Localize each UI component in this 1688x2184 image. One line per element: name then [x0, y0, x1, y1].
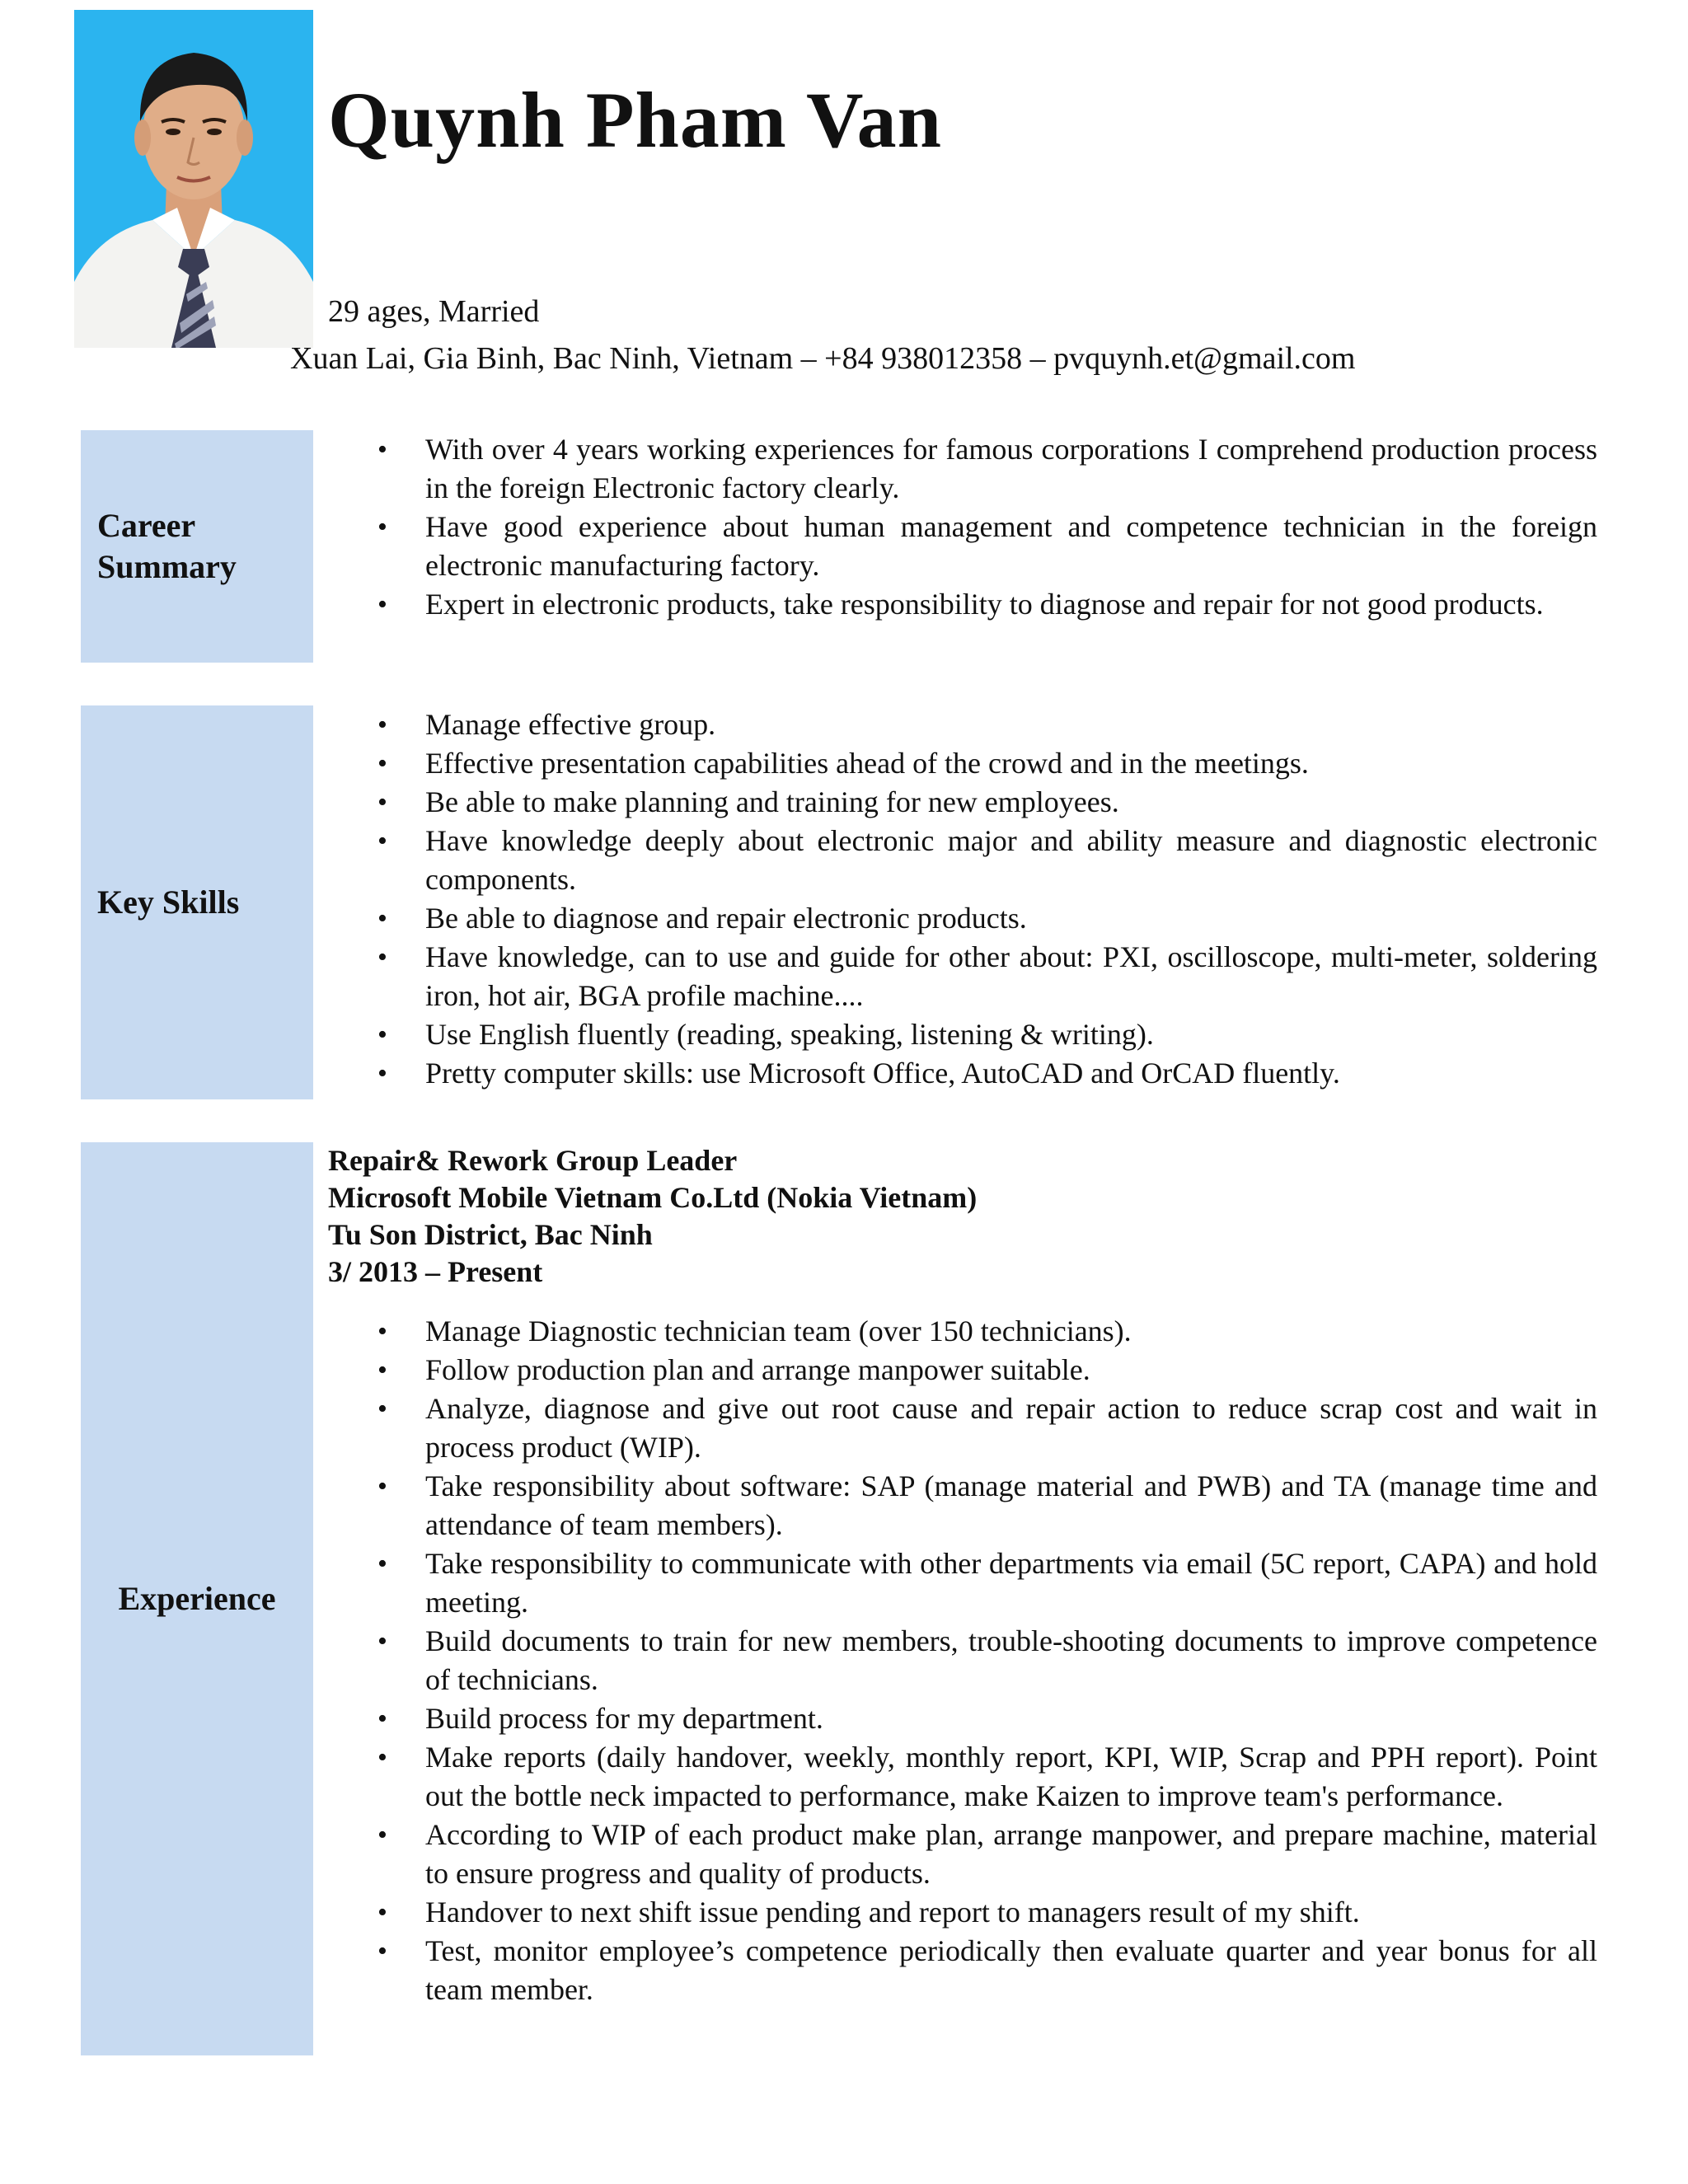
experience-label-text: Experience — [118, 1580, 276, 1617]
key-skills-content — [328, 705, 1597, 1093]
list-item: • Have knowledge, can to use and guide for other about: PXI, oscilloscope, multi-meter, soldering iron, hot air, BGA profile machine.... — [328, 938, 1597, 1015]
candidate-name: Quynh Pham Van — [328, 76, 943, 164]
career-summary-label — [81, 430, 313, 663]
list-item: • Analyze, diagnose and give out root cause and repair action to reduce scrap cost and wait in process product (WIP). — [328, 1390, 1597, 1467]
career-summary-label-text: Career Summary — [97, 507, 237, 585]
key-skills-label-text: Key Skills — [97, 883, 240, 921]
list-item: • Use English fluently (reading, speaking, listening & writing). — [328, 1015, 1597, 1054]
job-location: Tu Son District, Bac Ninh — [328, 1218, 653, 1251]
list-item: • Make reports (daily handover, weekly, monthly report, KPI, WIP, Scrap and PPH report). Point out the bottle neck impacted to performance, make Kaizen to improve team's performance. — [328, 1738, 1597, 1816]
list-item: • Be able to make planning and training for new employees. — [328, 783, 1597, 822]
list-item: • Effective presentation capabilities ahead of the crowd and in the meetings. — [328, 744, 1597, 783]
list-item: • Manage effective group. — [328, 705, 1597, 744]
person-portrait-icon — [74, 10, 313, 348]
key-skills-label — [81, 705, 313, 1099]
list-item: • Follow production plan and arrange manpower suitable. — [328, 1351, 1597, 1390]
job-period: 3/ 2013 – Present — [328, 1255, 543, 1288]
company-name: Microsoft Mobile Vietnam Co.Ltd (Nokia Vietnam) — [328, 1181, 978, 1214]
career-summary-list — [328, 430, 1597, 624]
experience-label — [81, 1142, 313, 2055]
list-item: • Have knowledge deeply about electronic major and ability measure and diagnostic electronic components. — [328, 822, 1597, 899]
age-marital-status: 29 ages, Married — [328, 294, 540, 329]
experience-list — [328, 1312, 1597, 2009]
list-item: • Manage Diagnostic technician team (over 150 technicians). — [328, 1312, 1597, 1351]
list-item: • According to WIP of each product make plan, arrange manpower, and prepare machine, material to ensure progress and quality of products. — [328, 1816, 1597, 1893]
list-item: • Have good experience about human management and competence technician in the foreign electronic manufacturing factory. — [328, 508, 1597, 585]
list-item: • Take responsibility about software: SAP (manage material and PWB) and TA (manage time and attendance of team members). — [328, 1467, 1597, 1544]
list-item: • Pretty computer skills: use Microsoft Office, AutoCAD and OrCAD fluently. — [328, 1054, 1597, 1093]
job-position: Repair& Rework Group Leader — [328, 1144, 738, 1177]
contact-info: Xuan Lai, Gia Binh, Bac Ninh, Vietnam – +84 938012358 – pvquynh.et@gmail.com — [290, 341, 1356, 376]
career-summary-content — [328, 430, 1597, 624]
experience-content — [328, 1142, 1597, 2009]
list-item: • Build process for my department. — [328, 1699, 1597, 1738]
list-item: • Handover to next shift issue pending and report to managers result of my shift. — [328, 1893, 1597, 1932]
list-item: • Be able to diagnose and repair electronic products. — [328, 899, 1597, 938]
list-item: • Test, monitor employee’s competence periodically then evaluate quarter and year bonus for all team member. — [328, 1932, 1597, 2009]
list-item: • Expert in electronic products, take responsibility to diagnose and repair for not good products. — [328, 585, 1597, 624]
list-item: • Take responsibility to communicate with other departments via email (5C report, CAPA) and hold meeting. — [328, 1544, 1597, 1622]
key-skills-list — [328, 705, 1597, 1093]
list-item: • With over 4 years working experiences for famous corporations I comprehend production process in the foreign Electronic factory clearly. — [328, 430, 1597, 508]
list-item: • Build documents to train for new members, trouble-shooting documents to improve competence of technicians. — [328, 1622, 1597, 1699]
profile-photo — [74, 10, 313, 348]
